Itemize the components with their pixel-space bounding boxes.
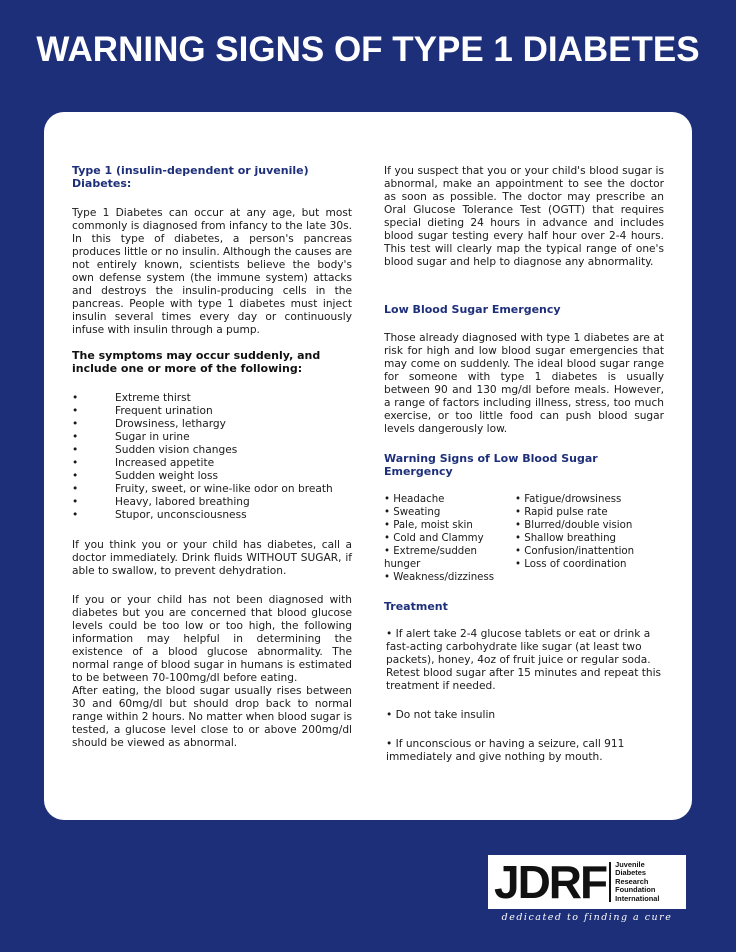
list-item: • Sudden vision changes xyxy=(72,444,238,456)
list-item: • Sugar in urine xyxy=(72,431,190,443)
bullet-icon: • xyxy=(72,418,79,430)
page-title: WARNING SIGNS OF TYPE 1 DIABETES xyxy=(36,30,700,69)
list-item: • Sudden weight loss xyxy=(72,470,219,482)
logo-mark: JDRF xyxy=(494,856,607,908)
list-item: • Extreme/sudden hunger xyxy=(384,546,477,570)
list-item: • Cold and Clammy xyxy=(384,533,484,544)
symptoms-heading: The symptoms may occur suddenly, and include one or more of the following: xyxy=(72,349,321,375)
bullet-icon: • xyxy=(72,496,79,508)
list-item: • Stupor, unconsciousness xyxy=(72,509,247,521)
list-item: • Fatigue/drowsiness xyxy=(515,494,622,505)
warning-signs-list xyxy=(384,493,664,584)
bullet-icon: • xyxy=(72,444,79,456)
list-item: • Sweating xyxy=(384,507,441,518)
call-doctor-paragraph: If you think you or your child has diabetes, call a doctor immediately. Drink fluids WITHOUT SUGAR, if able to swallow, to prevent dehydration. xyxy=(72,539,352,577)
bullet-icon: • xyxy=(72,457,79,469)
list-item: • Shallow breathing xyxy=(515,533,617,544)
logo-subtext: Juvenile Diabetes Research Foundation International xyxy=(615,859,660,903)
bullet-icon: • xyxy=(72,470,79,482)
list-item: • Blurred/double vision xyxy=(515,520,633,531)
list-item: • Pale, moist skin xyxy=(384,520,473,531)
bullet-icon: • xyxy=(72,392,79,404)
list-item: • Fruity, sweet, or wine-like odor on breath xyxy=(72,483,333,495)
bullet-icon: • xyxy=(72,405,79,417)
bullet-icon: • xyxy=(72,509,79,521)
warning-signs-heading: Warning Signs of Low Blood Sugar Emergency xyxy=(384,452,598,478)
suspect-paragraph: If you suspect that you or your child's blood sugar is abnormal, make an appointment to see the doctor as soon as possible. The doctor may prescribe an Oral Glucose Tolerance Test (OGTT) that requires special dieting 24 hours in advance and includes blood sugar testing every half hour over 2-4 hours. This test will clearly map the typical range of one's blood sugar and help to diagnose any abnormality. xyxy=(384,165,664,268)
treatment-item: • If unconscious or having a seizure, call 911 immediately and give nothing by mouth. xyxy=(386,738,625,763)
symptoms-list xyxy=(72,392,352,522)
intro-paragraph: Type 1 Diabetes can occur at any age, but most commonly is diagnosed from infancy to the late 30s. In this type of diabetes, a person's pancreas produces little or no insulin. Although the causes are not entirely known, scientists believe the body's own defense system (the immune system) attacks and destroys the insulin-producing cells in the pancreas. People with type 1 diabetes must inject insulin several times every day or continuously infuse with insulin through a pump. xyxy=(72,207,352,336)
bullet-icon: • xyxy=(72,431,79,443)
right-column xyxy=(384,165,664,764)
low-sugar-paragraph: Those already diagnosed with type 1 diabetes are at risk for high and low blood sugar emergencies that may come on suddenly. The ideal blood sugar range for someone with type 1 diabetes is usually between 90 and 130 mg/dl before meals. However, a range of factors including illness, stress, too much exercise, or too little food can push blood sugar levels dangerously low. xyxy=(384,332,664,435)
list-item: • Loss of coordination xyxy=(515,559,627,570)
treatment-heading: Treatment xyxy=(384,600,448,613)
list-item: • Increased appetite xyxy=(72,457,215,469)
list-item: • Extreme thirst xyxy=(72,392,191,404)
list-item: • Rapid pulse rate xyxy=(515,507,608,518)
treatment-item: • If alert take 2-4 glucose tablets or eat or drink a fast-acting carbohydrate like sugar (at least two packets), honey, 4oz of fruit juice or regular soda. Retest blood sugar after 15 minutes and repeat this treatment if needed. xyxy=(386,628,662,692)
logo-tagline: dedicated to finding a cure xyxy=(501,912,673,923)
left-column xyxy=(72,164,352,750)
jdrf-logo xyxy=(488,855,686,909)
type1-heading: Type 1 (insulin-dependent or juvenile) Diabetes: xyxy=(72,164,309,190)
bullet-icon: • xyxy=(72,483,79,495)
list-item: • Heavy, labored breathing xyxy=(72,496,250,508)
blood-range-paragraph: If you or your child has not been diagnosed with diabetes but you are concerned that blood glucose levels could be too low or too high, the following information may helpful in determining the existence of a blood glucose abnormality. The normal range of blood sugar in humans is estimated to be between 70-100mg/dl before eating. xyxy=(72,594,352,684)
list-item: • Headache xyxy=(384,494,445,505)
signs-column-left xyxy=(384,493,515,584)
low-sugar-heading: Low Blood Sugar Emergency xyxy=(384,303,561,316)
signs-column-right xyxy=(515,493,634,584)
list-item: • Confusion/inattention xyxy=(515,546,635,557)
treatment-item: • Do not take insulin xyxy=(386,709,496,721)
list-item: • Drowsiness, lethargy xyxy=(72,418,226,430)
logo-divider xyxy=(609,862,611,902)
after-eating-paragraph: After eating, the blood sugar usually rises between 30 and 60mg/dl but should drop back to normal range within 2 hours. No matter when blood sugar is tested, a glucose level close to or above 200mg/dl should be viewed as abnormal. xyxy=(72,685,352,749)
list-item: • Weakness/dizziness xyxy=(384,572,495,583)
list-item: • Frequent urination xyxy=(72,405,213,417)
